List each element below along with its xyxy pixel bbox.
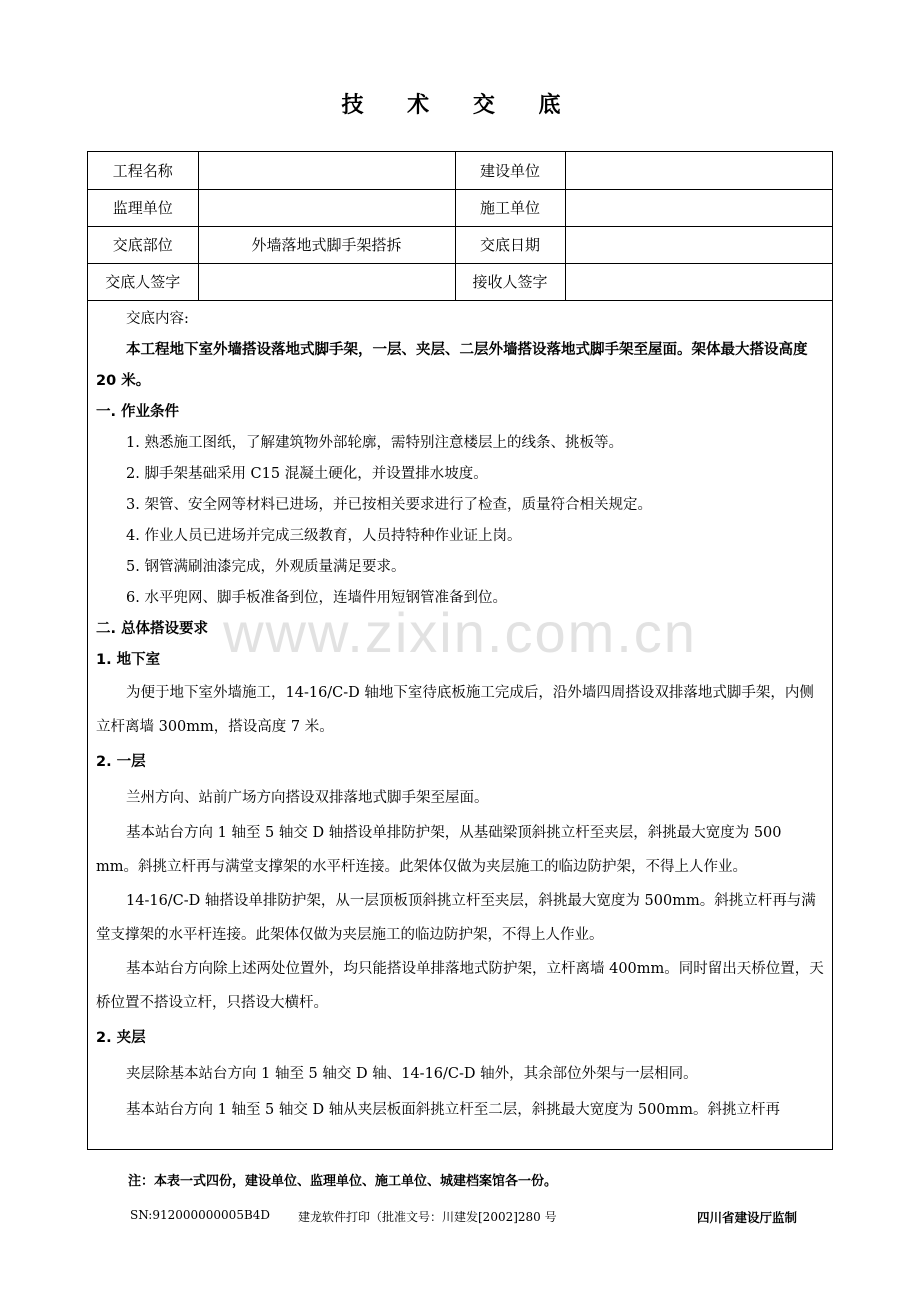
date-label: 交底日期: [455, 226, 565, 263]
constructor-label: 施工单位: [455, 189, 565, 226]
form-note: 注：本表一式四份，建设单位、监理单位、施工单位、城建档案馆各一份。: [128, 1174, 558, 1189]
supervisor-field[interactable]: [198, 189, 455, 226]
project-name-field[interactable]: [198, 152, 455, 189]
condition-item: 5. 钢管满刷油漆完成，外观质量满足要求。: [126, 559, 406, 575]
first-floor-paragraph: 兰州方向、站前广场方向搭设双排落地式脚手架至屋面。: [126, 790, 489, 806]
table-row: [88, 189, 833, 226]
condition-item: 1. 熟悉施工图纸，了解建筑物外部轮廓，需特别注意楼层上的线条、挑板等。: [126, 435, 623, 451]
basement-title: 1. 地下室: [96, 652, 161, 668]
date-field[interactable]: [565, 226, 833, 263]
section-erection-requirements-title: 二. 总体搭设要求: [96, 621, 209, 637]
document-title: 技 术 交 底: [341, 92, 579, 118]
disclosure-form: [87, 151, 833, 1150]
builder-label: 建设单位: [455, 152, 565, 189]
condition-item: 6. 水平兜网、脚手板准备到位，连墙件用短钢管准备到位。: [126, 590, 507, 606]
constructor-field[interactable]: [565, 189, 833, 226]
software-print-info: 建龙软件打印（批准文号：川建发[2002]280 号: [298, 1210, 557, 1224]
table-row: [88, 226, 833, 263]
issuer-label: 四川省建设厅监制: [697, 1210, 798, 1225]
table-row: [88, 152, 833, 189]
content-intro-label: 交底内容:: [126, 311, 189, 327]
mezzanine-paragraph: 夹层除基本站台方向 1 轴至 5 轴交 D 轴、14-16/C-D 轴外，其余部位外架与一层相同。: [126, 1066, 698, 1082]
basement-text: 为便于地下室外墙施工，14-16/C-D 轴地下室待底板施工完成后，沿外墙四周搭设双排落地式脚手架，内侧立杆离墙 300mm，搭设高度 7 米。: [96, 685, 814, 735]
content-summary: 本工程地下室外墙搭设落地式脚手架，一层、夹层、二层外墙搭设落地式脚手架至屋面。架体最大搭设高度 20 米。: [96, 342, 808, 389]
serial-number: SN:912000000005B4D: [130, 1208, 271, 1222]
first-floor-paragraph: 基本站台方向除上述两处位置外，均只能搭设单排落地式防护架，立杆离墙 400mm。同时留出天桥位置，天桥位置不搭设立杆，只搭设大横杆。: [96, 961, 824, 1011]
part-field[interactable]: 外墙落地式脚手架搭拆: [198, 226, 455, 263]
first-floor-paragraph: 14-16/C-D 轴搭设单排防护架，从一层顶板顶斜挑立杆至夹层，斜挑最大宽度为 500mm。斜挑立杆再与满堂支撑架的水平杆连接。此架体仅做为夹层施工的临边防护架，不得上人作业。: [96, 893, 816, 943]
discloser-signature-label: 交底人签字: [88, 263, 198, 300]
discloser-signature-field[interactable]: [198, 263, 455, 300]
part-label: 交底部位: [88, 226, 198, 263]
project-name-label: 工程名称: [88, 152, 198, 189]
receiver-signature-field[interactable]: [565, 263, 833, 300]
section-work-conditions-title: 一. 作业条件: [96, 404, 180, 420]
disclosure-content: [88, 304, 832, 1128]
watermark: www.zixin.com.cn: [223, 601, 697, 664]
info-table: [88, 152, 833, 301]
builder-field[interactable]: [565, 152, 833, 189]
first-floor-title: 2. 一层: [96, 754, 146, 770]
receiver-signature-label: 接收人签字: [455, 263, 565, 300]
condition-item: 2. 脚手架基础采用 C15 混凝土硬化，并设置排水坡度。: [126, 466, 488, 482]
first-floor-paragraph: 基本站台方向 1 轴至 5 轴交 D 轴搭设单排防护架，从基础梁顶斜挑立杆至夹层，斜挑最大宽度为 500 mm。斜挑立杆再与满堂支撑架的水平杆连接。此架体仅做为夹层施工的临边防护架，不得上人作业。: [96, 825, 782, 875]
mezzanine-title: 2. 夹层: [96, 1030, 146, 1046]
mezzanine-paragraph: 基本站台方向 1 轴至 5 轴交 D 轴从夹层板面斜挑立杆至二层，斜挑最大宽度为 500mm。斜挑立杆再: [126, 1102, 781, 1118]
table-row: [88, 263, 833, 300]
condition-item: 4. 作业人员已进场并完成三级教育，人员持特种作业证上岗。: [126, 528, 522, 544]
supervisor-label: 监理单位: [88, 189, 198, 226]
condition-item: 3. 架管、安全网等材料已进场，并已按相关要求进行了检查，质量符合相关规定。: [126, 497, 652, 513]
